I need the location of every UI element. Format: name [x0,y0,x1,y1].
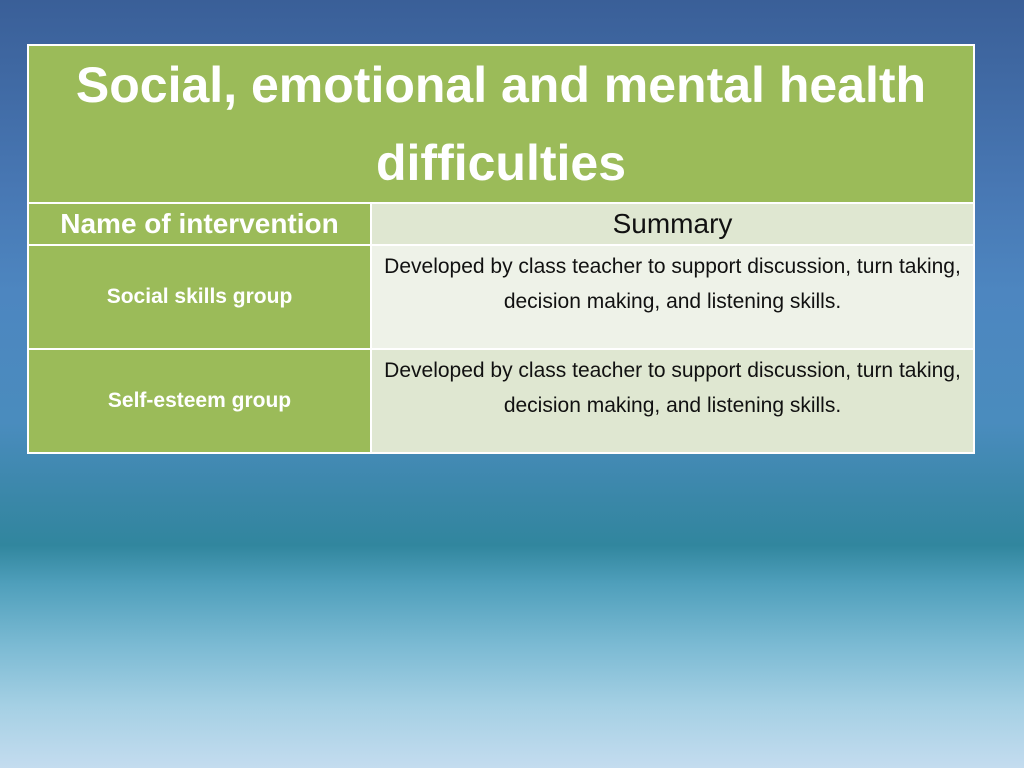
intervention-name: Self-esteem group [28,349,371,453]
intervention-summary: Developed by class teacher to support discussion, turn taking, decision making, and listening skills. [371,245,974,349]
table-row [28,245,974,349]
table-row [28,349,974,453]
title-row [28,45,974,203]
intervention-name: Social skills group [28,245,371,349]
interventions-table [27,44,975,454]
intervention-summary: Developed by class teacher to support discussion, turn taking, decision making, and listening skills. [371,349,974,453]
header-row [28,203,974,245]
header-name-of-intervention: Name of intervention [28,203,371,245]
header-summary: Summary [371,203,974,245]
table-title: Social, emotional and mental health difficulties [28,45,974,203]
